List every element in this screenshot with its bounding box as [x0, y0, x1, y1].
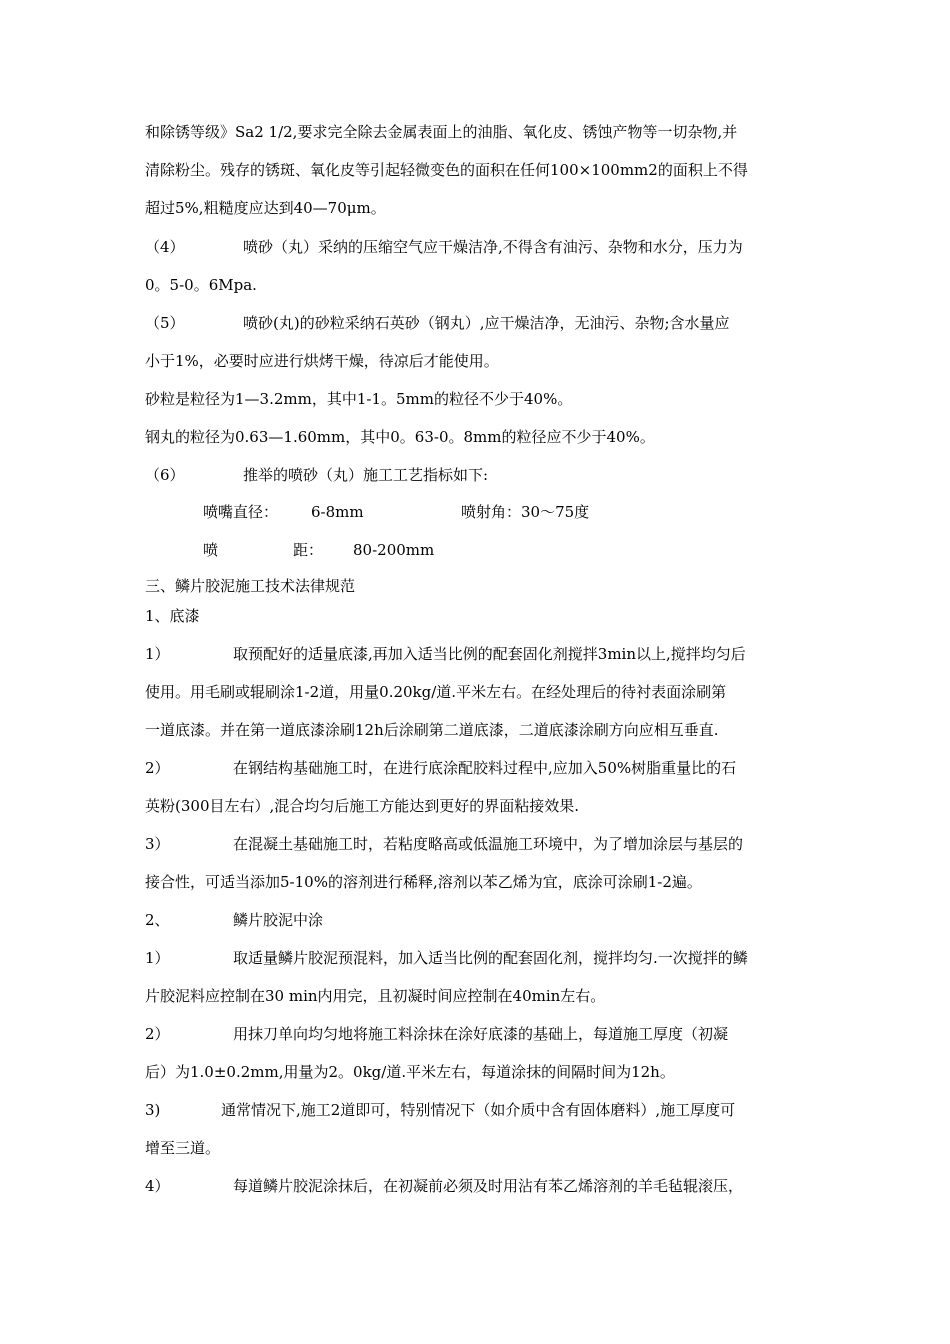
- text-line: 小于1%，必要时应进行烘烤干燥，待凉后才能使用。: [145, 352, 499, 370]
- item-number: （6）: [145, 466, 185, 484]
- text-line: 钢丸的粒径为0.63—1.60mm，其中0。63-0。8mm的粒径应不少于40%。: [145, 428, 655, 446]
- list-item: [145, 644, 746, 664]
- spec-label: 喷: [203, 541, 219, 559]
- item-number: （4）: [145, 238, 185, 256]
- item-text: 每道鳞片胶泥涂抹后，在初凝前必须及时用沾有苯乙烯溶剂的羊毛毡辊滚压，: [233, 1177, 744, 1195]
- text-line: 砂粒是粒径为1—3.2mm，其中1-1。5mm的粒径不少于40%。: [145, 390, 573, 408]
- item-number: 2）: [145, 1025, 170, 1043]
- list-item: [145, 237, 743, 257]
- spec-value: 80-200mm: [353, 541, 435, 559]
- spec-label: 距：: [293, 541, 324, 559]
- text-line: 使用。用毛刷或辊刷涂1-2道，用量0.20kg/道.平米左右。在经处理后的待衬表面涂刷第: [145, 683, 727, 701]
- text-line: 清除粉尘。残存的锈斑、氧化皮等引起轻微变色的面积在任何100×100mm2的面积上不得: [145, 161, 748, 179]
- item-text: 在钢结构基础施工时，在进行底涂配胶料过程中,应加入50%树脂重量比的石: [233, 759, 737, 777]
- text-line: 接合性，可适当添加5-10%的溶剂进行稀释,溶剂以苯乙烯为宜，底涂可涂刷1-2遍。: [145, 873, 702, 891]
- subsection-heading: 1、底漆: [145, 607, 200, 625]
- item-text: 通常情况下,施工2道即可，特别情况下（如介质中含有固体磨料）,施工厚度可: [221, 1101, 736, 1119]
- spec-label: 喷射角：30～75度: [461, 503, 590, 521]
- item-text: 用抹刀单向均匀地将施工料涂抹在涂好底漆的基础上，每道施工厚度（初凝: [233, 1025, 729, 1043]
- item-text: 在混凝土基础施工时，若粘度略高或低温施工环境中，为了增加涂层与基层的: [233, 835, 744, 853]
- text-line: 0。5-0。6Mpa.: [145, 276, 257, 294]
- text-line: 超过5%,粗糙度应达到40—70μm。: [145, 199, 386, 217]
- list-item: [145, 1176, 743, 1196]
- section-heading: 三、鳞片胶泥施工技术法律规范: [145, 577, 356, 595]
- item-number: （5）: [145, 314, 185, 332]
- spec-row: [203, 540, 434, 560]
- item-text: 鳞片胶泥中涂: [233, 911, 324, 929]
- list-item: [145, 1100, 735, 1120]
- list-item: [145, 948, 748, 968]
- item-number: 4）: [145, 1177, 170, 1195]
- list-item: [145, 834, 743, 854]
- item-number: 3）: [145, 835, 170, 853]
- list-item: [145, 465, 488, 485]
- list-item: [145, 758, 736, 778]
- text-line: 后）为1.0±0.2mm,用量为2。0kg/道.平米左右，每道涂抹的间隔时间为12h。: [145, 1063, 675, 1081]
- item-number: 3): [145, 1101, 161, 1119]
- item-number: 2）: [145, 759, 170, 777]
- list-item: [145, 1024, 728, 1044]
- item-text: 喷砂(丸)的砂粒采纳石英砂（钢丸）,应干燥洁净，无油污、杂物;含水量应: [243, 314, 730, 332]
- item-text: 取预配好的适量底漆,再加入适当比例的配套固化剂搅拌3min以上,搅拌均匀后: [233, 645, 746, 663]
- subsection-heading: [145, 910, 323, 930]
- item-number: 1）: [145, 645, 170, 663]
- spec-row: [203, 502, 589, 522]
- item-text: 推举的喷砂（丸）施工工艺指标如下:: [243, 466, 489, 484]
- text-line: 和除锈等级》Sa2 1/2,要求完全除去金属表面上的油脂、氧化皮、锈蚀产物等一切杂物,并: [145, 123, 738, 141]
- item-number: 1）: [145, 949, 170, 967]
- text-line: 英粉(300目左右）,混合均匀后施工方能达到更好的界面粘接效果.: [145, 797, 580, 815]
- list-item: [145, 313, 730, 333]
- spec-label: 喷嘴直径：: [203, 503, 279, 521]
- text-line: 一道底漆。并在第一道底漆涂刷12h后涂刷第二道底漆，二道底漆涂刷方向应相互垂直.: [145, 721, 719, 739]
- item-text: 喷砂（丸）采纳的压缩空气应干燥洁净,不得含有油污、杂物和水分，压力为: [243, 238, 743, 256]
- text-line: 增至三道。: [145, 1139, 221, 1157]
- item-text: 取适量鳞片胶泥预混料，加入适当比例的配套固化剂，搅拌均匀.一次搅拌的鳞: [233, 949, 748, 967]
- text-line: 片胶泥料应控制在30 min内用完，且初凝时间应控制在40min左右。: [145, 987, 606, 1005]
- item-number: 2、: [145, 911, 170, 929]
- spec-value: 6-8mm: [311, 503, 364, 521]
